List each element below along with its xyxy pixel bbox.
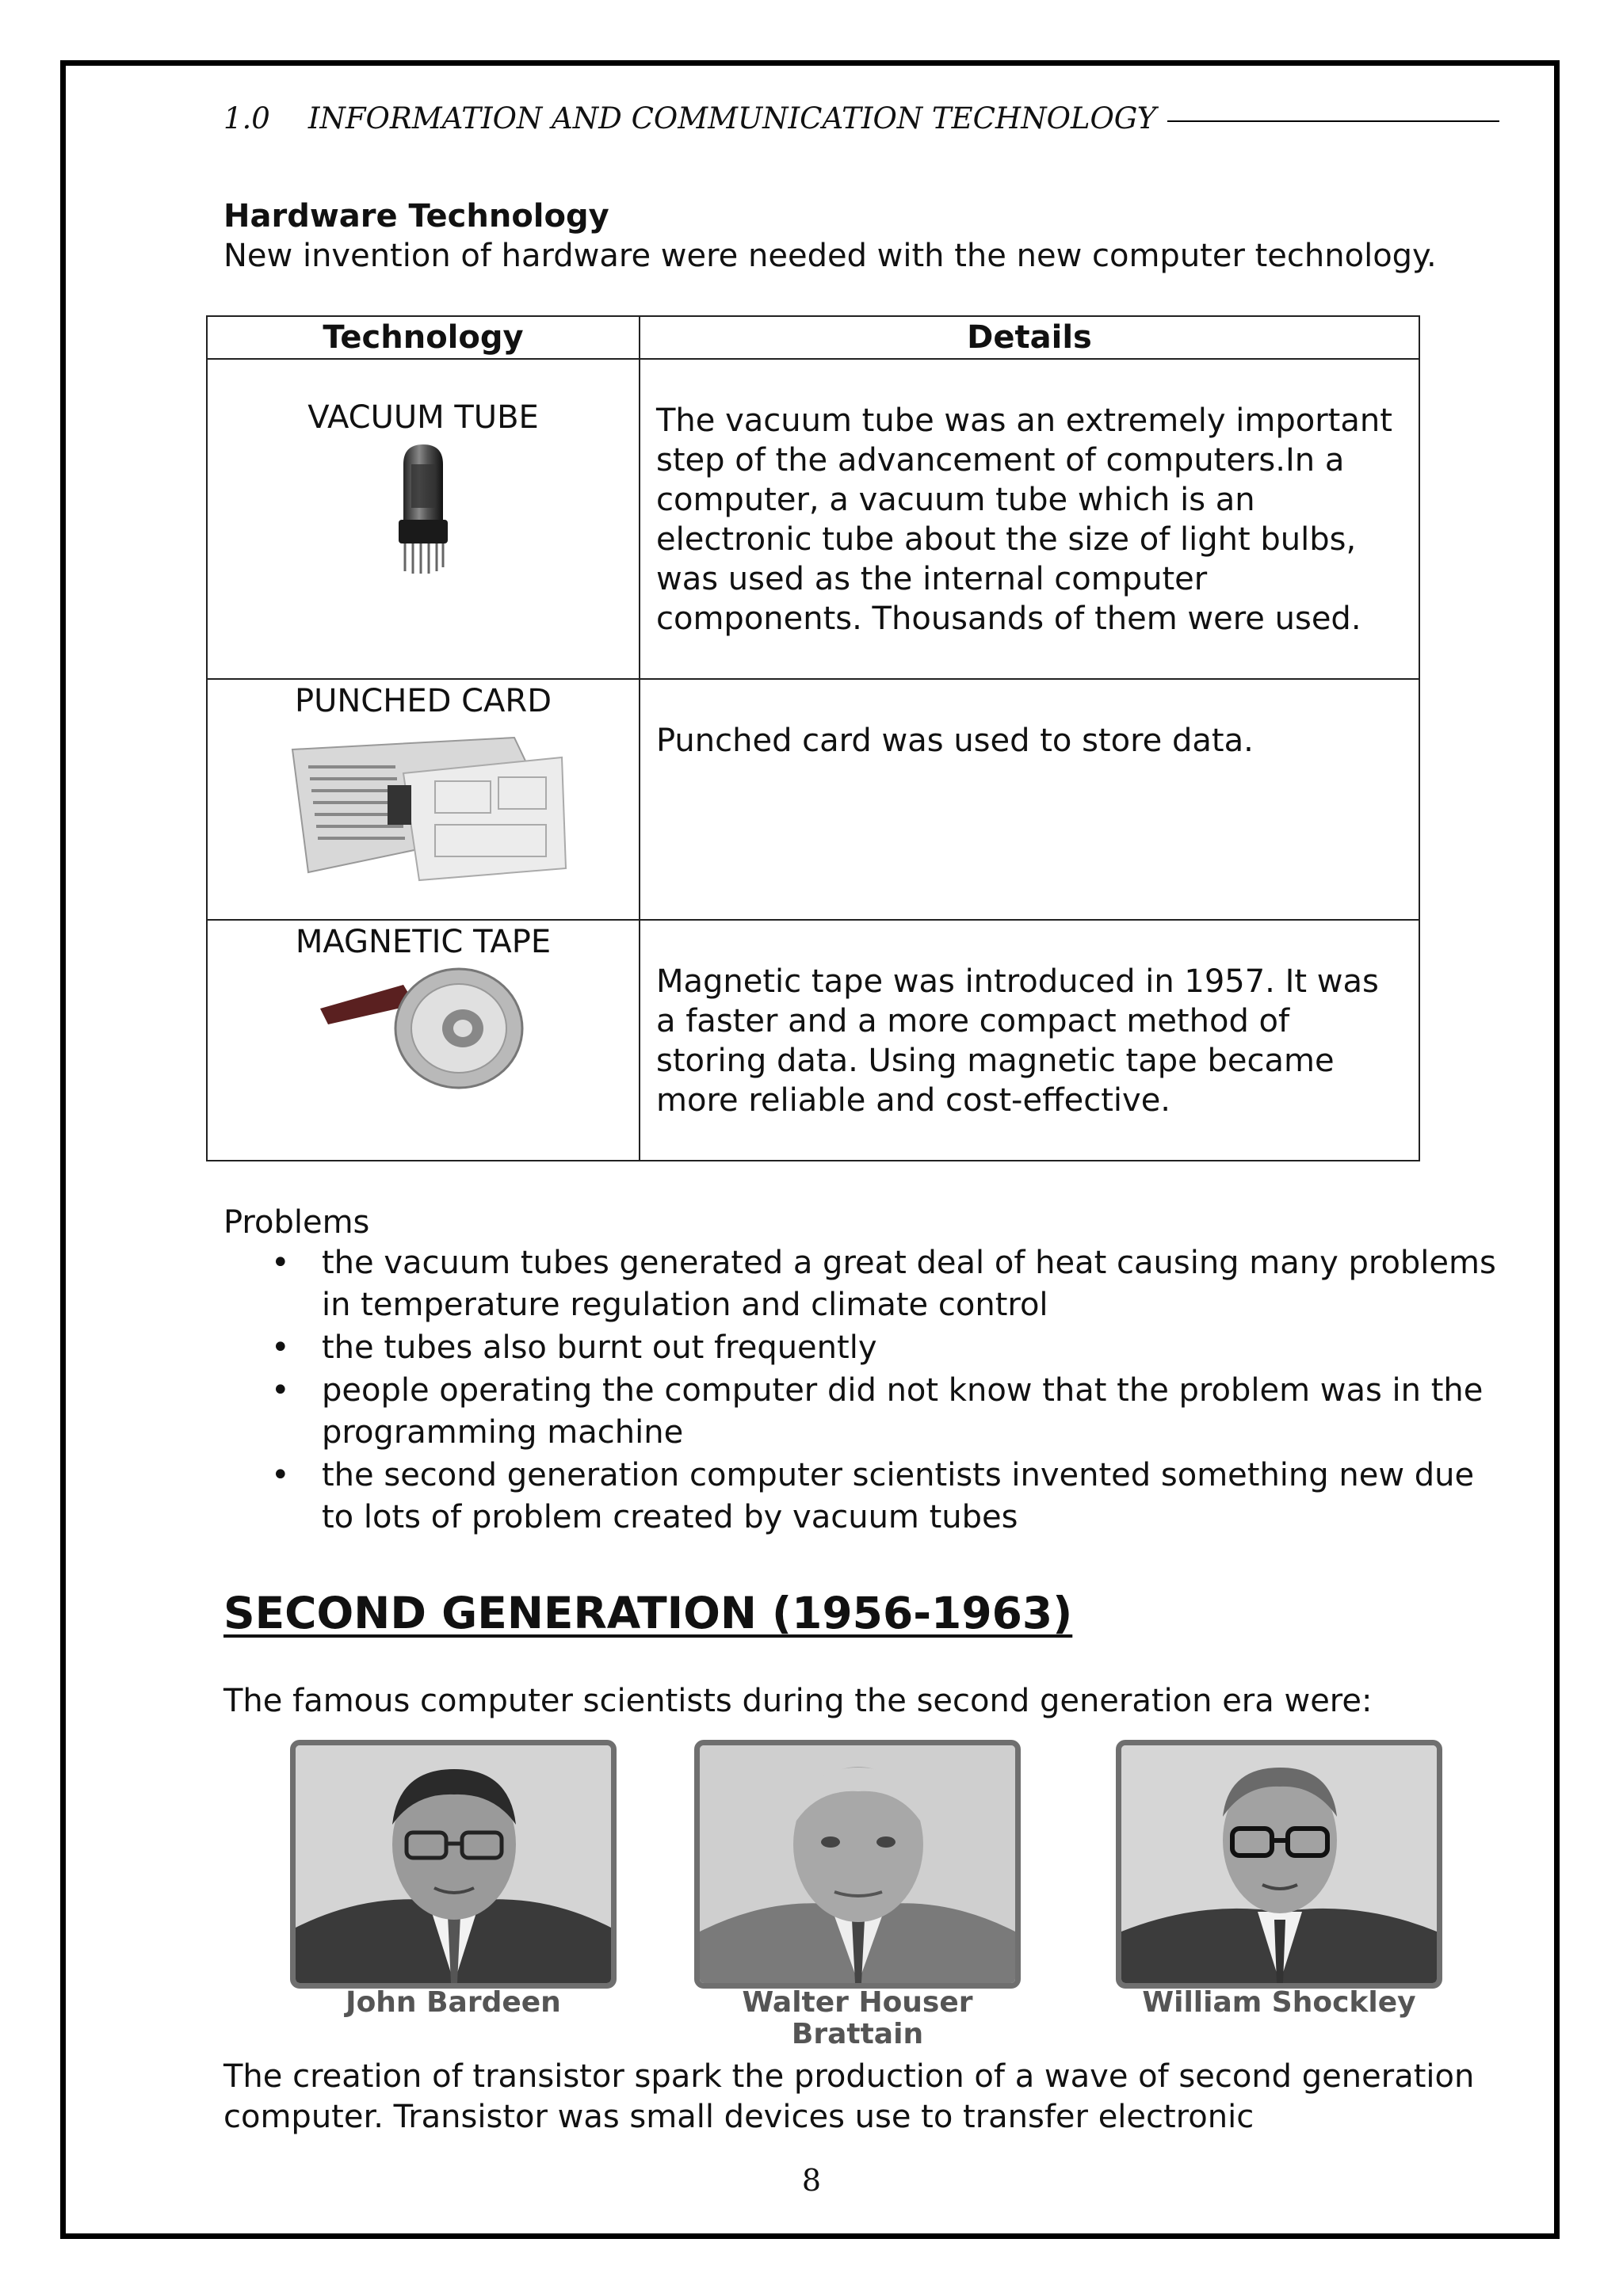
hardware-intro: New invention of hardware were needed with the new computer technology. [223, 238, 1437, 274]
vacuum-tube-image [388, 441, 459, 575]
list-item: • the second generation computer scientists invented something new due to lots of problem created by vacuum tubes [271, 1457, 1475, 1535]
problems-list [223, 1242, 1507, 1539]
punched-card-image [277, 726, 570, 884]
chapter-title: INFORMATION AND COMMUNICATION TECHNOLOGY [307, 101, 1157, 135]
list-item: • the tubes also burnt out frequently [271, 1329, 877, 1366]
table-row [207, 920, 1419, 1161]
magnetic-tape-image [316, 965, 530, 1092]
header-technology: Technology [207, 316, 640, 359]
portrait-walter-brattain [694, 1740, 1021, 1989]
portrait-john-bardeen [290, 1740, 617, 1989]
table-row [207, 679, 1419, 920]
technology-table [206, 315, 1420, 1161]
page-header [223, 98, 1499, 138]
technology-name: PUNCHED CARD [294, 683, 552, 719]
second-generation-title: SECOND GENERATION (1956-1963) [223, 1588, 1073, 1638]
chapter-number: 1.0 [223, 101, 270, 135]
list-item: • people operating the computer did not know that the problem was in the programming machine [271, 1372, 1484, 1451]
technology-name: MAGNETIC TAPE [295, 924, 552, 960]
technology-cell [207, 920, 640, 1161]
table-row [207, 359, 1419, 679]
technology-name: VACUUM TUBE [307, 399, 539, 436]
technology-cell [207, 359, 640, 679]
scientist-name: William Shockley [1142, 1986, 1416, 2019]
details-cell: The vacuum tube was an extremely important step of the advancement of computers.In a computer, a vacuum tube which is an electronic tube about the size of light bulbs, was used as the internal computer components. Thousands of them were used. [640, 359, 1419, 679]
hardware-title: Hardware Technology [223, 198, 609, 235]
technology-cell [207, 679, 640, 920]
problems-label: Problems [223, 1204, 370, 1241]
scientists-intro: The famous computer scientists during the second generation era were: [223, 1683, 1373, 1719]
closing-paragraph: The creation of transistor spark the production of a wave of second generation computer. Transistor was small devices use to transfer electronic [223, 2058, 1475, 2135]
header-rule [1167, 120, 1499, 122]
list-item: • the vacuum tubes generated a great deal of heat causing many problems in temperature regulation and climate control [271, 1245, 1496, 1323]
details-cell: Magnetic tape was introduced in 1957. It was a faster and a more compact method of storing data. Using magnetic tape became more reliable and cost-effective. [640, 920, 1419, 1161]
table-header-row [207, 316, 1419, 359]
header-details: Details [640, 316, 1419, 359]
page-number: 8 [801, 2163, 822, 2198]
portrait-william-shockley [1116, 1740, 1442, 1989]
scientist-name: Walter Houser Brattain [742, 1986, 973, 2050]
scientist-name: John Bardeen [346, 1986, 561, 2019]
details-cell: Punched card was used to store data. [640, 679, 1419, 920]
